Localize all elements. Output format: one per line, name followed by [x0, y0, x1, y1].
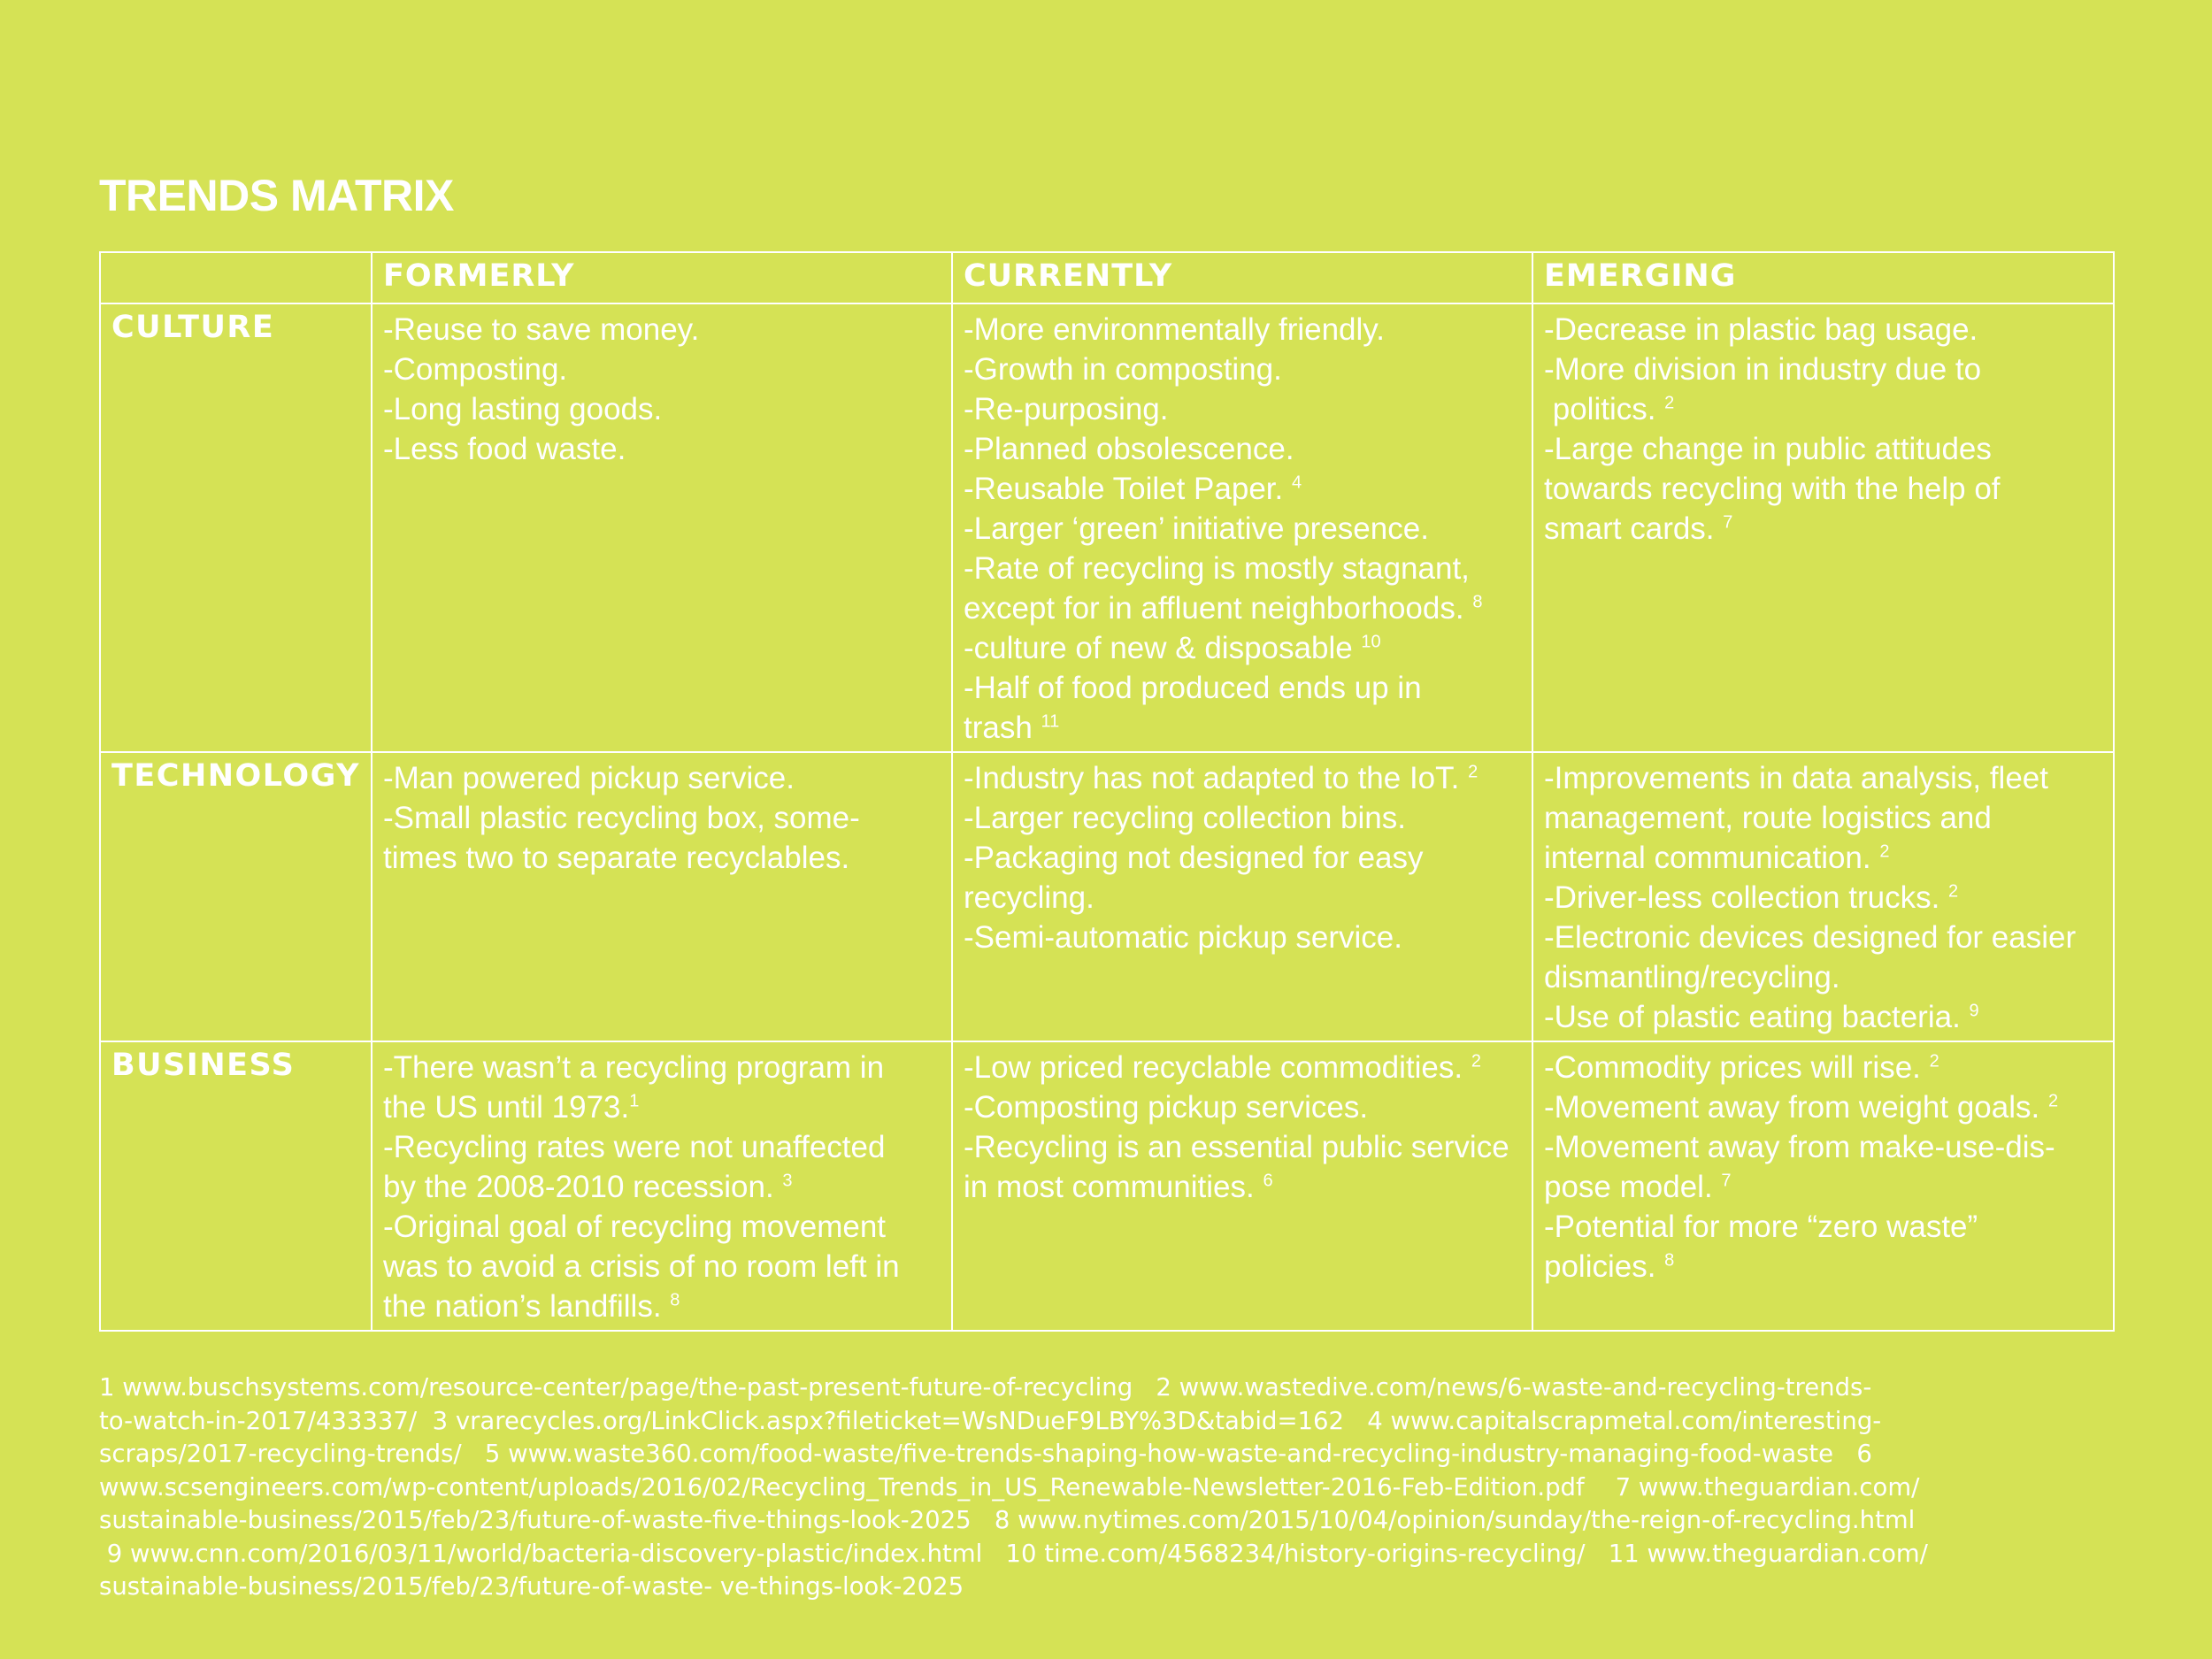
cell-line-text: -Reusable Toilet Paper. — [964, 472, 1292, 506]
cell-line — [964, 429, 1521, 469]
cell-line — [1544, 798, 2102, 838]
cell-line-text: -Recycling is an essential public service — [964, 1130, 1509, 1164]
cell-line-text: -Driver-less collection trucks. — [1544, 880, 1949, 915]
footnote-line: to-watch-in-2017/433337/ 3 vrarecycles.org/LinkClick.aspx?fileticket=WsNDueF9LBY%3D&tabid=162 4 www.capitalscrapmetal.com/interesting- — [99, 1406, 1882, 1435]
cell-line — [1544, 349, 2102, 389]
cell-line — [964, 918, 1521, 957]
footnote-reference: 2 — [1879, 841, 1890, 862]
cell-line — [1544, 838, 2102, 878]
cell-line-text: by the 2008-2010 recession. — [383, 1170, 783, 1204]
footnote-reference: 8 — [670, 1290, 680, 1310]
cell-line — [1544, 509, 2102, 549]
cell-culture-formerly — [372, 303, 952, 752]
cell-line — [383, 758, 941, 798]
footnote-line: www.scsengineers.com/wp-content/uploads/2016/02/Recycling_Trends_in_US_Renewable-Newsletter-2016-Feb-Edition.pdf 7 www.theguardian.com/ — [99, 1472, 1920, 1502]
header-row — [100, 252, 2114, 303]
cell-line-text: -Movement away from make-use-dis- — [1544, 1130, 2055, 1164]
cell-line-text: -More division in industry due to — [1544, 352, 1982, 387]
column-header-formerly: FORMERLY — [372, 252, 952, 303]
cell-line — [1544, 1087, 2102, 1127]
cell-line-text: -Commodity prices will rise. — [1544, 1050, 1930, 1085]
cell-line — [1544, 1207, 2102, 1247]
cell-line-text: -Long lasting goods. — [383, 392, 663, 426]
cell-line — [383, 310, 941, 349]
cell-line — [383, 429, 941, 469]
cell-line — [964, 838, 1521, 878]
cell-line — [1544, 758, 2102, 798]
footnote-reference: 7 — [1721, 1171, 1732, 1191]
cell-line-text: -Larger ‘green’ initiative presence. — [964, 511, 1429, 546]
cell-line — [383, 1127, 941, 1167]
cell-line — [964, 758, 1521, 798]
cell-line — [964, 1048, 1521, 1087]
row-header-culture: CULTURE — [100, 303, 372, 752]
cell-line-text: trash — [964, 710, 1041, 745]
footnote-reference: 8 — [1472, 592, 1483, 612]
cell-line-text: -There wasn’t a recycling program in — [383, 1050, 885, 1085]
footnote-reference: 2 — [1471, 1051, 1481, 1071]
cell-culture-emerging — [1532, 303, 2114, 752]
cell-line — [964, 878, 1521, 918]
footnote-reference: 1 — [629, 1091, 640, 1111]
cell-line-text: the US until 1973. — [383, 1090, 630, 1125]
cell-line — [383, 1167, 941, 1207]
footnote-reference: 2 — [1664, 393, 1675, 413]
cell-line — [1544, 1048, 2102, 1087]
cell-line — [383, 1286, 941, 1326]
row-header-business: BUSINESS — [100, 1041, 372, 1331]
cell-line-text: -Semi-automatic pickup service. — [964, 920, 1402, 955]
cell-line — [1544, 1247, 2102, 1286]
cell-line — [1544, 918, 2102, 957]
footnote-reference: 3 — [782, 1171, 793, 1191]
cell-line — [964, 310, 1521, 349]
table-row-business — [100, 1041, 2114, 1331]
footnote-line: sustainable-business/2015/feb/23/future-of-waste-five-things-look-2025 8 www.nytimes.com/2015/10/04/opinion/sunday/the-reign-of-recycling.html — [99, 1506, 1916, 1534]
cell-line-text: -Packaging not designed for easy — [964, 841, 1424, 875]
cell-line — [964, 1127, 1521, 1167]
cell-line-text: was to avoid a crisis of no room left in — [383, 1249, 900, 1284]
cell-line — [383, 349, 941, 389]
footnote-line: 1 www.buschsystems.com/resource-center/page/the-past-present-future-of-recycling 2 www.wastedive.com/news/6-waste-and-recycling-trends- — [99, 1373, 1872, 1402]
cell-line — [1544, 429, 2102, 469]
footnote-reference: 4 — [1291, 472, 1302, 493]
footnote-reference: 7 — [1723, 512, 1733, 533]
cell-line-text: towards recycling with the help of — [1544, 472, 2001, 506]
corner-cell — [100, 252, 372, 303]
row-header-technology: TECHNOLOGY — [100, 752, 372, 1041]
cell-line-text: -Movement away from weight goals. — [1544, 1090, 2048, 1125]
cell-culture-currently — [952, 303, 1532, 752]
cell-line-text: internal communication. — [1544, 841, 1880, 875]
cell-line-text: management, route logistics and — [1544, 801, 1992, 835]
cell-line-text: except for in affluent neighborhoods. — [964, 591, 1473, 626]
cell-line — [964, 628, 1521, 668]
cell-line — [1544, 997, 2102, 1037]
cell-line — [383, 1087, 941, 1127]
cell-line-text: -Improvements in data analysis, fleet — [1544, 761, 2048, 795]
cell-line — [964, 708, 1521, 748]
cell-line — [383, 1247, 941, 1286]
cell-line-text: -Use of plastic eating bacteria. — [1544, 1000, 1970, 1034]
cell-line-text: -Larger recycling collection bins. — [964, 801, 1406, 835]
cell-business-currently — [952, 1041, 1532, 1331]
cell-line-text: pose model. — [1544, 1170, 1722, 1204]
cell-business-formerly — [372, 1041, 952, 1331]
cell-line-text: -Low priced recyclable commodities. — [964, 1050, 1471, 1085]
cell-line-text: -Potential for more “zero waste” — [1544, 1210, 1978, 1244]
footnote-reference: 9 — [1969, 1001, 1979, 1021]
cell-line — [383, 1048, 941, 1087]
cell-line — [1544, 878, 2102, 918]
table-row-technology — [100, 752, 2114, 1041]
cell-line-text: policies. — [1544, 1249, 1665, 1284]
column-header-emerging: EMERGING — [1532, 252, 2114, 303]
footnote-line: scraps/2017-recycling-trends/ 5 www.waste360.com/food-waste/five-trends-shaping-how-waste-and-recycling-industry-managing-food-waste 6 — [99, 1440, 1872, 1468]
column-header-currently: CURRENTLY — [952, 252, 1532, 303]
cell-line-text: -Industry has not adapted to the IoT. — [964, 761, 1469, 795]
cell-line-text: -Less food waste. — [383, 432, 626, 466]
cell-line-text: -Reuse to save money. — [383, 312, 700, 347]
cell-line-text: -Planned obsolescence. — [964, 432, 1294, 466]
cell-line — [964, 349, 1521, 389]
page-title: TRENDS MATRIX — [99, 171, 454, 220]
table-row-culture — [100, 303, 2114, 752]
cell-line — [964, 798, 1521, 838]
cell-line — [964, 1167, 1521, 1207]
cell-line — [383, 389, 941, 429]
cell-line — [1544, 389, 2102, 429]
cell-line — [964, 668, 1521, 708]
cell-line-text: -Growth in composting. — [964, 352, 1282, 387]
cell-technology-currently — [952, 752, 1532, 1041]
cell-line-text: -Man powered pickup service. — [383, 761, 795, 795]
cell-line-text: -Re-purposing. — [964, 392, 1169, 426]
cell-line-text: dismantling/recycling. — [1544, 960, 1840, 995]
footnote-reference: 2 — [2047, 1091, 2059, 1111]
cell-line-text: -More environmentally friendly. — [964, 312, 1385, 347]
cell-line-text: the nation’s landfills. — [383, 1289, 671, 1324]
cell-technology-emerging — [1532, 752, 2114, 1041]
cell-line — [964, 1087, 1521, 1127]
cell-line-text: smart cards. — [1544, 511, 1724, 546]
footnote-line: 9 www.cnn.com/2016/03/11/world/bacteria-discovery-plastic/index.html 10 time.com/4568234/history-origins-recycling/ 11 www.theguardian.com/ — [99, 1539, 1928, 1568]
cell-line-text: -Small plastic recycling box, some- — [383, 801, 860, 835]
cell-line — [383, 798, 941, 838]
cell-line — [383, 838, 941, 878]
cell-line-text: -Half of food produced ends up in — [964, 671, 1422, 705]
footnote-reference: 11 — [1041, 711, 1060, 732]
cell-line — [964, 389, 1521, 429]
cell-line-text: -Original goal of recycling movement — [383, 1210, 887, 1244]
cell-business-emerging — [1532, 1041, 2114, 1331]
cell-line-text: -Rate of recycling is mostly stagnant, — [964, 551, 1470, 586]
footnote-reference: 2 — [1468, 762, 1479, 782]
cell-line — [964, 469, 1521, 509]
cell-line-text: in most communities. — [964, 1170, 1263, 1204]
cell-technology-formerly — [372, 752, 952, 1041]
cell-line — [1544, 469, 2102, 509]
footnote-reference: 10 — [1361, 632, 1381, 652]
cell-line-text: recycling. — [964, 880, 1094, 915]
cell-line — [1544, 957, 2102, 997]
cell-line-text: -Decrease in plastic bag usage. — [1544, 312, 1978, 347]
cell-line-text: -Recycling rates were not unaffected — [383, 1130, 886, 1164]
cell-line — [964, 549, 1521, 588]
cell-line-text: times two to separate recyclables. — [383, 841, 850, 875]
cell-line — [1544, 1167, 2102, 1207]
cell-line-text: -Large change in public attitudes — [1544, 432, 1992, 466]
footnote-line: sustainable-business/2015/feb/23/future-of-waste- ve-things-look-2025 — [99, 1572, 964, 1601]
cell-line — [383, 1207, 941, 1247]
trends-matrix-table — [99, 251, 2115, 1332]
cell-line — [964, 588, 1521, 628]
cell-line-text: -Composting. — [383, 352, 568, 387]
cell-line-text: -culture of new & disposable — [964, 631, 1362, 665]
footnote-reference: 2 — [1948, 881, 1959, 902]
footnote-reference: 8 — [1664, 1250, 1675, 1271]
footnotes — [99, 1371, 2134, 1604]
footnote-reference: 6 — [1263, 1171, 1273, 1191]
cell-line-text: -Composting pickup services. — [964, 1090, 1369, 1125]
cell-line — [1544, 1127, 2102, 1167]
footnote-reference: 2 — [1929, 1051, 1939, 1071]
cell-line — [964, 509, 1521, 549]
cell-line-text: -Electronic devices designed for easier — [1544, 920, 2077, 955]
cell-line-text: politics. — [1544, 392, 1665, 426]
cell-line — [1544, 310, 2102, 349]
